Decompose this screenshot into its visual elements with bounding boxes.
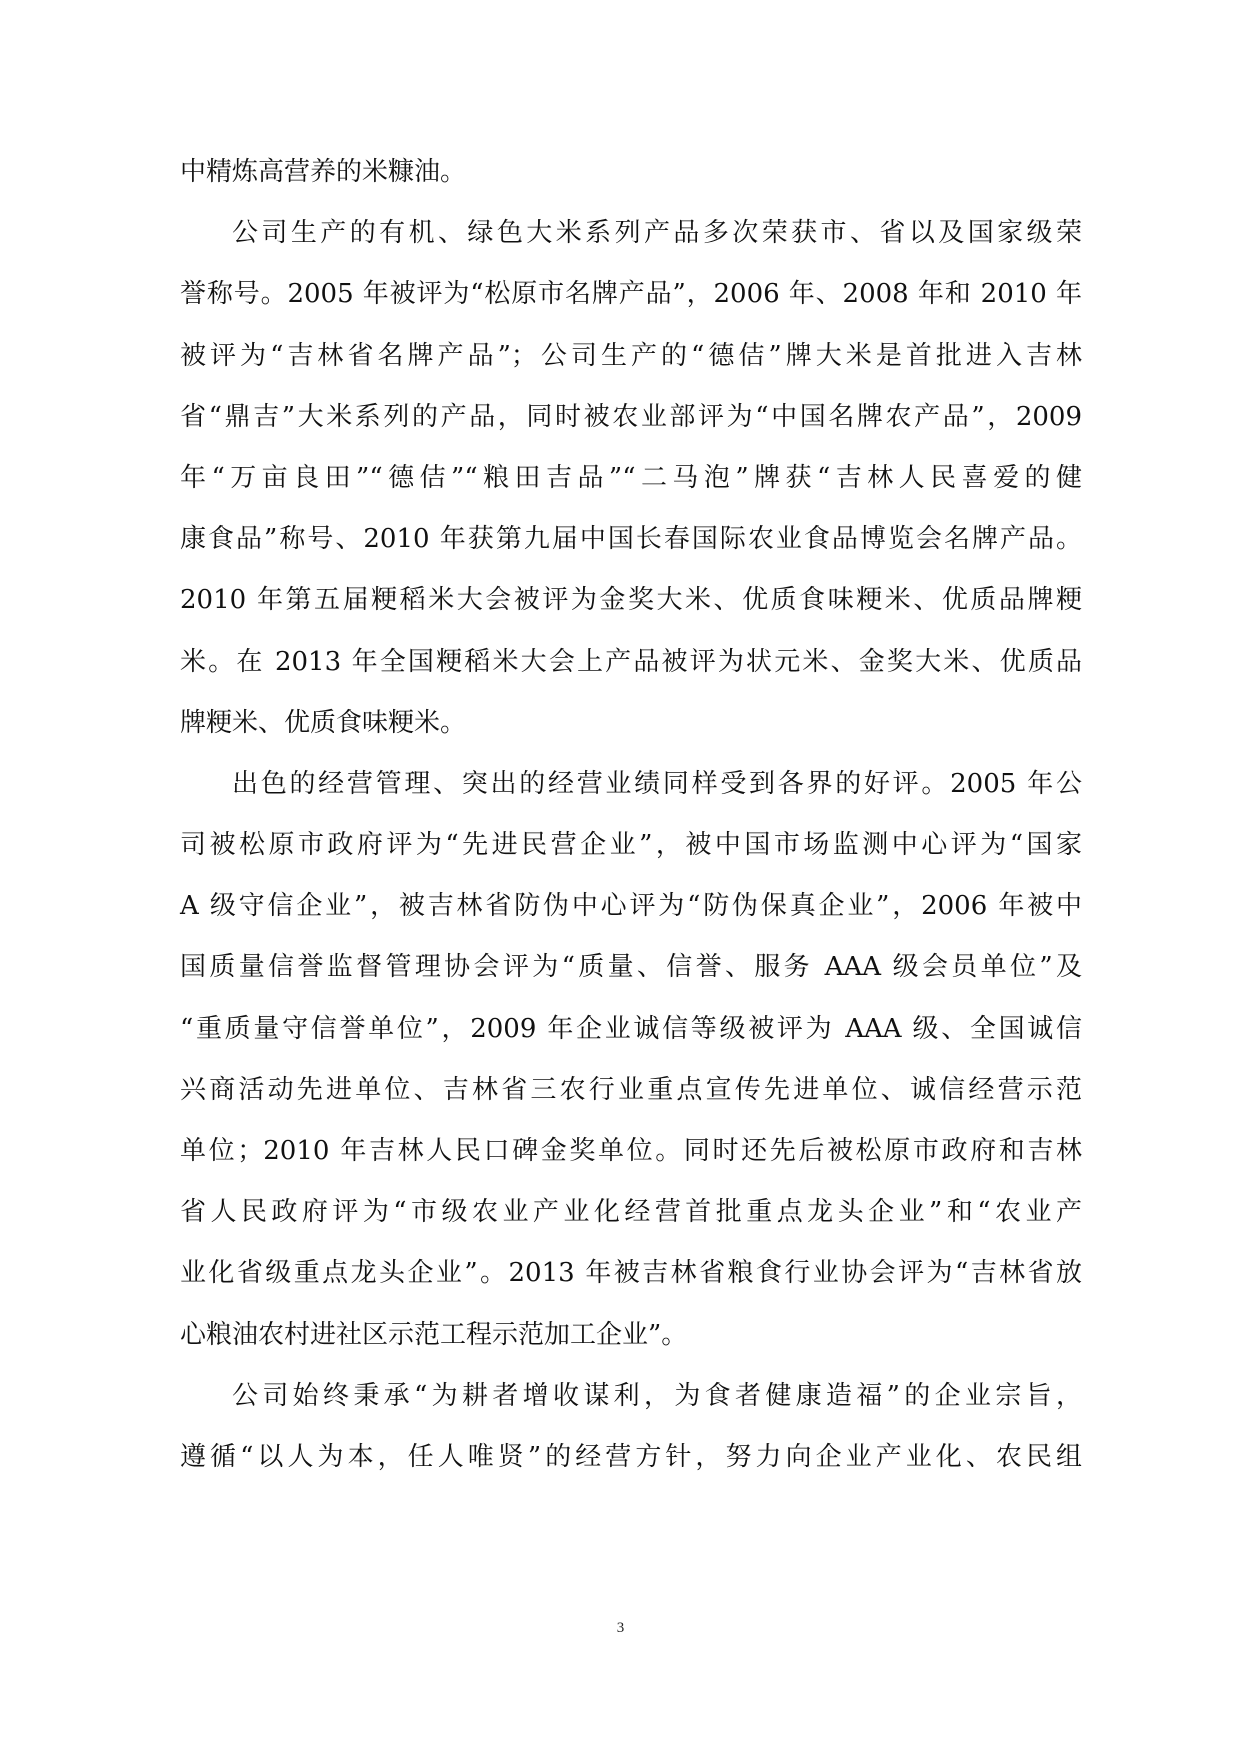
body-text xyxy=(180,154,1082,1500)
text-line: 遵循“以人为本，任人唯贤”的经营方针，努力向企业产业化、农民组 xyxy=(180,1441,1082,1472)
text-line: 米。在 2013 年全国粳稻米大会上产品被评为状元米、金奖大米、优质品 xyxy=(180,646,1082,677)
text-line: 被评为“吉林省名牌产品”；公司生产的“德佶”牌大米是首批进入吉林 xyxy=(180,340,1082,371)
text-line: 业化省级重点龙头企业”。2013 年被吉林省粮食行业协会评为“吉林省放 xyxy=(180,1258,1082,1289)
text-line: 省“鼎吉”大米系列的产品，同时被农业部评为“中国名牌农产品”，2009 xyxy=(180,401,1082,432)
text-line: A 级守信企业”，被吉林省防伪中心评为“防伪保真企业”，2006 年被中 xyxy=(180,891,1082,922)
text-line: 兴商活动先进单位、吉林省三农行业重点宣传先进单位、诚信经营示范 xyxy=(180,1074,1082,1105)
text-line: 中精炼高营养的米糠油。 xyxy=(180,157,467,187)
text-line: 公司生产的有机、绿色大米系列产品多次荣获市、省以及国家级荣 xyxy=(232,218,1082,249)
text-line: 牌粳米、优质食味粳米。 xyxy=(180,707,467,738)
text-line: 康食品”称号、2010 年获第九届中国长春国际农业食品博览会名牌产品。 xyxy=(180,524,1082,555)
page-number: 3 xyxy=(616,1620,625,1636)
text-line: 司被松原市政府评为“先进民营企业”，被中国市场监测中心评为“国家 xyxy=(180,830,1082,861)
text-line: 国质量信誉监督管理协会评为“质量、信誉、服务 AAA 级会员单位”及 xyxy=(180,952,1082,983)
text-line: 2010 年第五届粳稻米大会被评为金奖大米、优质食味粳米、优质品牌粳 xyxy=(180,585,1082,616)
text-line: 单位；2010 年吉林人民口碑金奖单位。同时还先后被松原市政府和吉林 xyxy=(180,1136,1082,1166)
text-line: 省人民政府评为“市级农业产业化经营首批重点龙头企业”和“农业产 xyxy=(180,1197,1082,1228)
text-line: 誉称号。2005 年被评为“松原市名牌产品”，2006 年、2008 年和 2010 年 xyxy=(180,279,1082,310)
text-line: 公司始终秉承“为耕者增收谋利，为食者健康造福”的企业宗旨， xyxy=(232,1380,1082,1411)
text-line: “重质量守信誉单位”，2009 年企业诚信等级被评为 AAA 级、全国诚信 xyxy=(180,1013,1082,1044)
text-line: 年“万亩良田”“德佶”“粮田吉品”“二马泡”牌获“吉林人民喜爱的健 xyxy=(180,462,1082,493)
text-line: 心粮油农村进社区示范工程示范加工企业”。 xyxy=(180,1319,688,1350)
text-line: 出色的经营管理、突出的经营业绩同样受到各界的好评。2005 年公 xyxy=(232,768,1082,799)
